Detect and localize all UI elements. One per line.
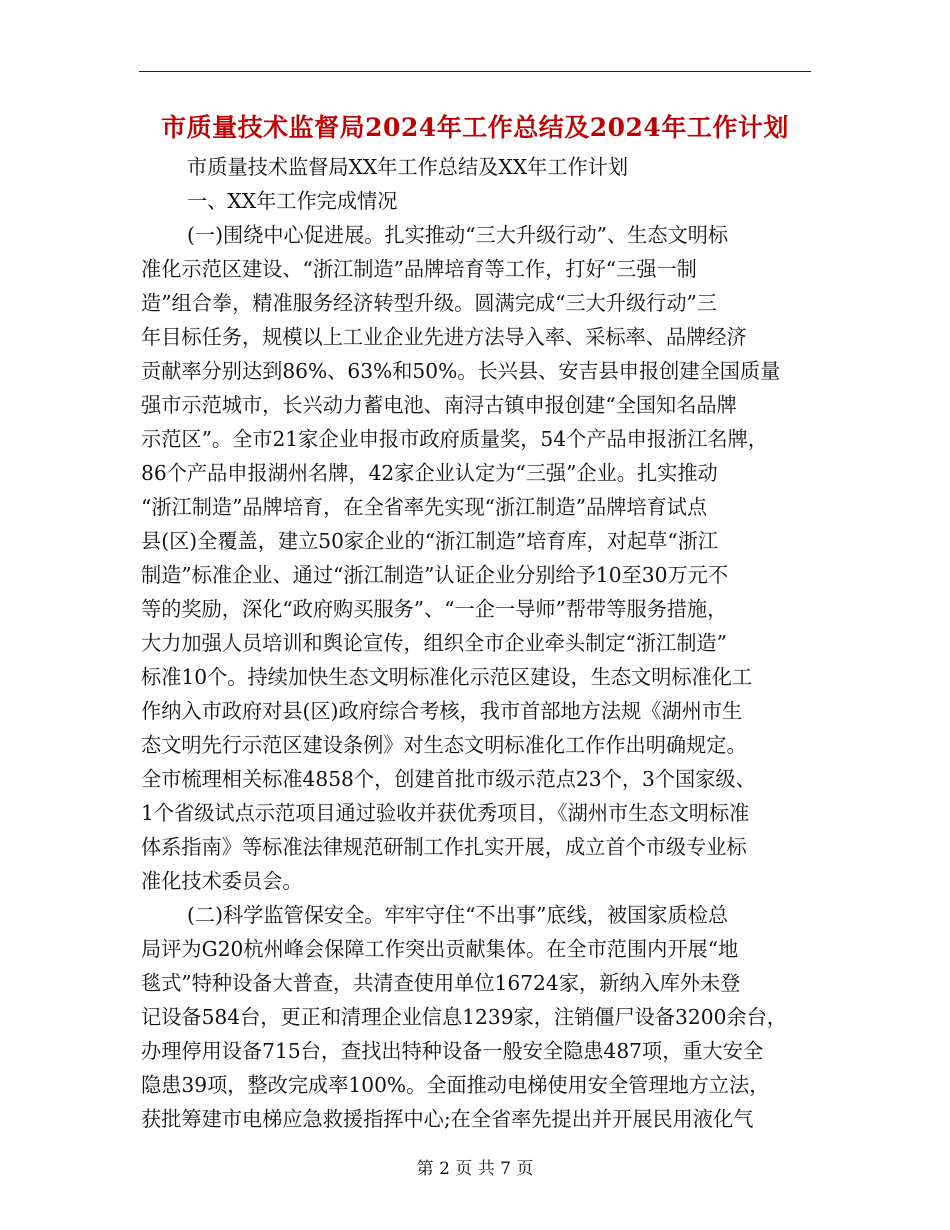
text-line: (二)科学监管保安全。牢牢守住“不出事”底线，被国家质检总 [187,903,729,927]
text-line: 办理停用设备715台，查找出特种设备一般安全隐患487项，重大安全 [141,1039,764,1063]
text-line: (一)围绕中心促进展。扎实推动“三大升级行动”、生态文明标 [187,223,729,247]
text-line: 年目标任务，规模以上工业企业先进方法导入率、采标率、品牌经济 [141,325,747,349]
text-line: 县(区)全覆盖，建立50家企业的“浙江制造”培育库，对起草“浙江 [141,529,719,553]
text-line: 示范区”。全市21家企业申报市政府质量奖，54个产品申报浙江名牌， [141,427,768,451]
document-body [141,150,813,1136]
text-line: 毯式”特种设备大普查，共清查使用单位16724家，新纳入库外未登 [141,971,741,995]
text-line: 隐患39项，整改完成率100%。全面推动电梯使用安全管理地方立法， [141,1073,770,1097]
text-line: “浙江制造”品牌培育，在全省率先实现“浙江制造”品牌培育试点 [141,495,708,519]
text-line: 制造”标准企业、通过“浙江制造”认证企业分别给予10至30万元不 [141,563,729,587]
text-line: 贡献率分别达到86%、63%和50%。长兴县、安吉县申报创建全国质量 [141,359,781,383]
text-line: 局评为G20杭州峰会保障工作突出贡献集体。在全市范围内开展“地 [141,937,739,961]
text-line: 作纳入市政府对县(区)政府综合考核，我市首部地方法规《湖州市生 [141,699,743,723]
text-line: 准化技术委员会。 [141,869,303,893]
text-line: 造”组合拳，精准服务经济转型升级。圆满完成“三大升级行动”三 [141,291,718,315]
text-line: 大力加强人员培训和舆论宣传，组织全市企业牵头制定“浙江制造” [141,631,727,655]
text-line: 全市梳理相关标准4858个，创建首批市级示范点23个，3个国家级、 [141,767,756,791]
text-line: 1个省级试点示范项目通过验收并获优秀项目，《湖州市生态文明标准 [141,801,750,825]
text-line: 记设备584台，更正和清理企业信息1239家，注销僵尸设备3200余台， [141,1005,787,1029]
text-line: 86个产品申报湖州名牌，42家企业认定为“三强”企业。扎实推动 [141,461,718,485]
header-rule [139,71,811,72]
text-line: 获批筹建市电梯应急救援指挥中心;在全省率先提出并开展民用液化气 [141,1107,754,1131]
page-footer: 第 2 页 共 7 页 [416,1159,534,1179]
text-line: 态文明先行示范区建设条例》对生态文明标准化工作作出明确规定。 [141,733,747,757]
text-line: 标准10个。持续加快生态文明标准化示范区建设，生态文明标准化工 [141,665,753,689]
text-line: 市质量技术监督局XX年工作总结及XX年工作计划 [187,155,629,179]
text-line: 一、XX年工作完成情况 [187,189,398,213]
document-title: 市质量技术监督局2024年工作总结及2024年工作计划 [161,113,789,142]
text-line: 等的奖励，深化“政府购买服务”、“一企一导师”帮带等服务措施， [141,597,728,621]
text-line: 体系指南》等标准法律规范研制工作扎实开展，成立首个市级专业标 [141,835,747,859]
text-line: 准化示范区建设、“浙江制造”品牌培育等工作，打好“三强一制 [141,257,697,281]
text-line: 强市示范城市，长兴动力蓄电池、南浔古镇申报创建“全国知名品牌 [141,393,737,417]
